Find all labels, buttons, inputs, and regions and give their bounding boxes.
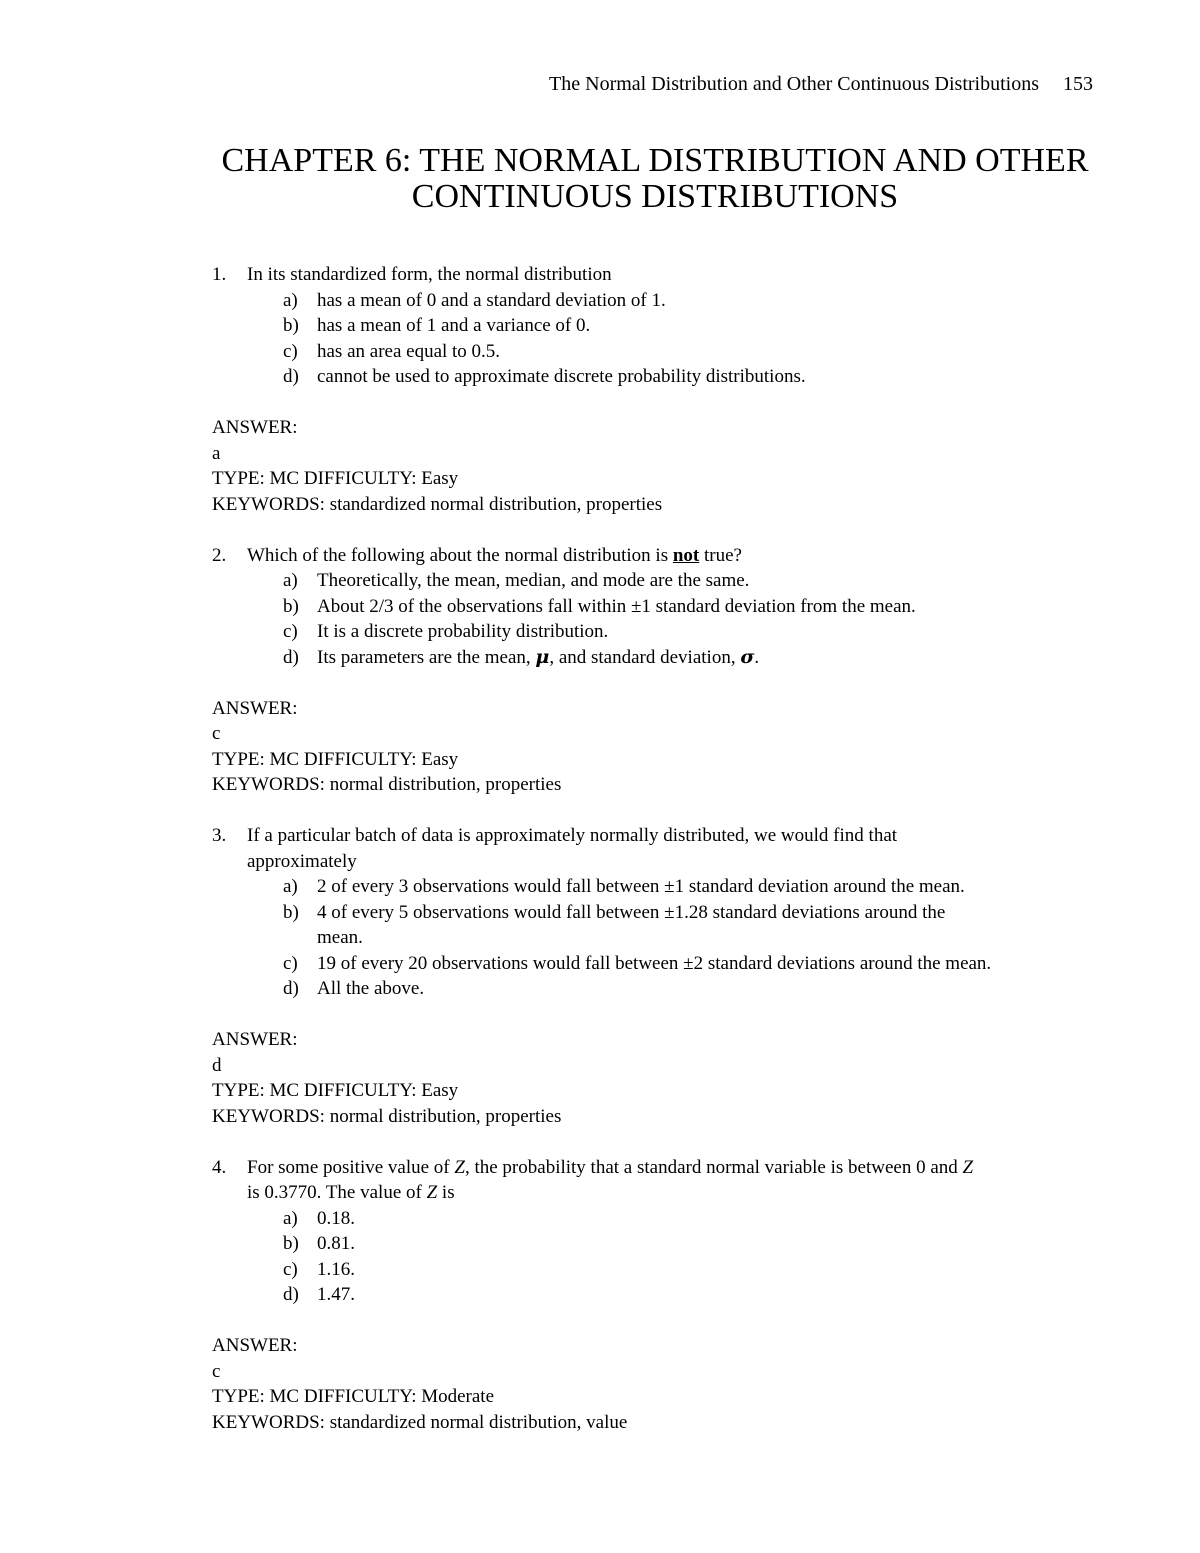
choice-label: a)	[283, 570, 298, 591]
question-stem: Which of the following about the normal distribution is not true?	[247, 544, 742, 566]
choice-label: d)	[283, 1284, 299, 1305]
question-number: 2.	[212, 544, 227, 566]
question-number: 3.	[212, 825, 227, 846]
answer-value: d	[212, 1054, 222, 1076]
choice-a	[283, 568, 1112, 594]
choice-d	[283, 1282, 1112, 1308]
choice-label: a)	[283, 1207, 298, 1229]
keywords: KEYWORDS: standardized normal distribution, properties	[212, 493, 663, 515]
question-stem-line-2: approximately	[247, 850, 357, 872]
type-difficulty: TYPE: MC DIFFICULTY: Moderate	[212, 1386, 495, 1407]
choice-list	[283, 288, 1112, 390]
choice-text: has a mean of 0 and a standard deviation of 1.	[317, 289, 666, 311]
type-difficulty: TYPE: MC DIFFICULTY: Easy	[212, 468, 459, 489]
choice-text: 4 of every 5 observations would fall between ±1.28 standard deviations around the	[317, 901, 946, 923]
choice-label: b)	[283, 315, 299, 336]
choice-a	[283, 288, 1112, 314]
running-title: The Normal Distribution and Other Continuous Distributions	[549, 73, 1039, 95]
keywords: KEYWORDS: standardized normal distribution, value	[212, 1411, 628, 1433]
variable-z: Z	[962, 1156, 974, 1178]
choice-label: c)	[283, 1258, 298, 1280]
choice-list	[283, 874, 1112, 1002]
choice-text: About 2/3 of the observations fall within ±1 standard deviation from the mean.	[317, 595, 916, 617]
choice-c	[283, 1257, 1112, 1283]
answer-value: a	[212, 442, 221, 464]
choice-text: cannot be used to approximate discrete probability distributions.	[317, 366, 806, 387]
question-list	[212, 262, 1112, 1435]
choice-d	[283, 364, 1112, 390]
chapter-title-line-2: CONTINUOUS DISTRIBUTIONS	[411, 178, 899, 215]
choice-text: 2 of every 3 observations would fall between ±1 standard deviation around the mean.	[317, 876, 965, 897]
answer-label: ANSWER:	[212, 417, 298, 438]
type-difficulty: TYPE: MC DIFFICULTY: Easy	[212, 748, 459, 770]
choice-label: a)	[283, 876, 298, 897]
choice-a	[283, 1206, 1112, 1232]
type-difficulty: TYPE: MC DIFFICULTY: Easy	[212, 1080, 459, 1101]
choice-text: 1.47.	[317, 1284, 355, 1305]
choice-list	[283, 1206, 1112, 1308]
choice-b	[283, 594, 1112, 620]
choice-label: b)	[283, 595, 299, 617]
choice-c	[283, 619, 1112, 645]
variable-z: Z	[454, 1156, 465, 1178]
choice-text: Its parameters are the mean, μ, and standard deviation, σ.	[317, 645, 760, 668]
choice-b	[283, 1231, 1112, 1257]
choice-label: b)	[283, 1233, 299, 1254]
choice-label: a)	[283, 289, 298, 311]
choice-label: c)	[283, 621, 298, 642]
answer-value: c	[212, 1360, 221, 1382]
question-stem-line-2: is 0.3770. The value of Z is	[247, 1182, 455, 1203]
choice-label: d)	[283, 978, 299, 999]
choice-text: has a mean of 1 and a variance of 0.	[317, 315, 591, 336]
question-stem: In its standardized form, the normal distribution	[247, 264, 612, 285]
answer-label: ANSWER:	[212, 697, 298, 719]
answer-label: ANSWER:	[212, 1029, 298, 1050]
question-3	[212, 823, 1112, 1129]
emphasis-not: not	[672, 544, 700, 566]
question-4	[212, 1155, 1112, 1436]
variable-z: Z	[426, 1182, 438, 1203]
question-1	[212, 262, 1112, 517]
question-stem-line-1: If a particular batch of data is approximately normally distributed, we would find that	[247, 825, 898, 846]
question-number: 4.	[212, 1156, 227, 1178]
keywords: KEYWORDS: normal distribution, properties	[212, 1105, 562, 1127]
choice-text: It is a discrete probability distribution.	[317, 621, 609, 642]
choice-label: d)	[283, 366, 299, 387]
choice-text: 1.16.	[317, 1258, 355, 1280]
question-number: 1.	[212, 264, 227, 285]
choice-label: c)	[283, 952, 298, 974]
choice-label: c)	[283, 340, 298, 362]
chapter-title	[110, 143, 1200, 215]
choice-text: has an area equal to 0.5.	[317, 340, 501, 362]
question-2	[212, 543, 1112, 798]
choice-text: 0.18.	[317, 1207, 355, 1229]
choice-label: d)	[283, 646, 299, 668]
sigma-symbol: σ	[740, 645, 755, 668]
choice-b	[283, 313, 1112, 339]
choice-label: b)	[283, 901, 299, 923]
choice-text: All the above.	[317, 978, 425, 999]
choice-text: mean.	[317, 927, 363, 948]
choice-text: 19 of every 20 observations would fall between ±2 standard deviations around the mean.	[317, 952, 992, 974]
choice-text: Theoretically, the mean, median, and mode are the same.	[317, 570, 750, 591]
choice-list	[283, 568, 1112, 670]
answer-label: ANSWER:	[212, 1335, 298, 1356]
question-stem-line-1: For some positive value of Z, the probability that a standard normal variable is between 0 and Z	[247, 1156, 974, 1178]
chapter-title-line-1: CHAPTER 6: THE NORMAL DISTRIBUTION AND OTHER	[221, 142, 1089, 179]
choice-d	[283, 976, 1112, 1002]
answer-value: c	[212, 723, 221, 744]
mu-symbol: μ	[535, 645, 550, 668]
running-header	[0, 72, 1093, 96]
choice-text: 0.81.	[317, 1233, 355, 1254]
keywords: KEYWORDS: normal distribution, properties	[212, 774, 562, 795]
choice-b-continued	[283, 925, 1112, 951]
choice-a	[283, 874, 1112, 900]
page-number: 153	[1063, 73, 1093, 95]
choice-d	[283, 645, 1112, 671]
choice-b	[283, 900, 1112, 926]
choice-c	[283, 951, 1112, 977]
choice-c	[283, 339, 1112, 365]
